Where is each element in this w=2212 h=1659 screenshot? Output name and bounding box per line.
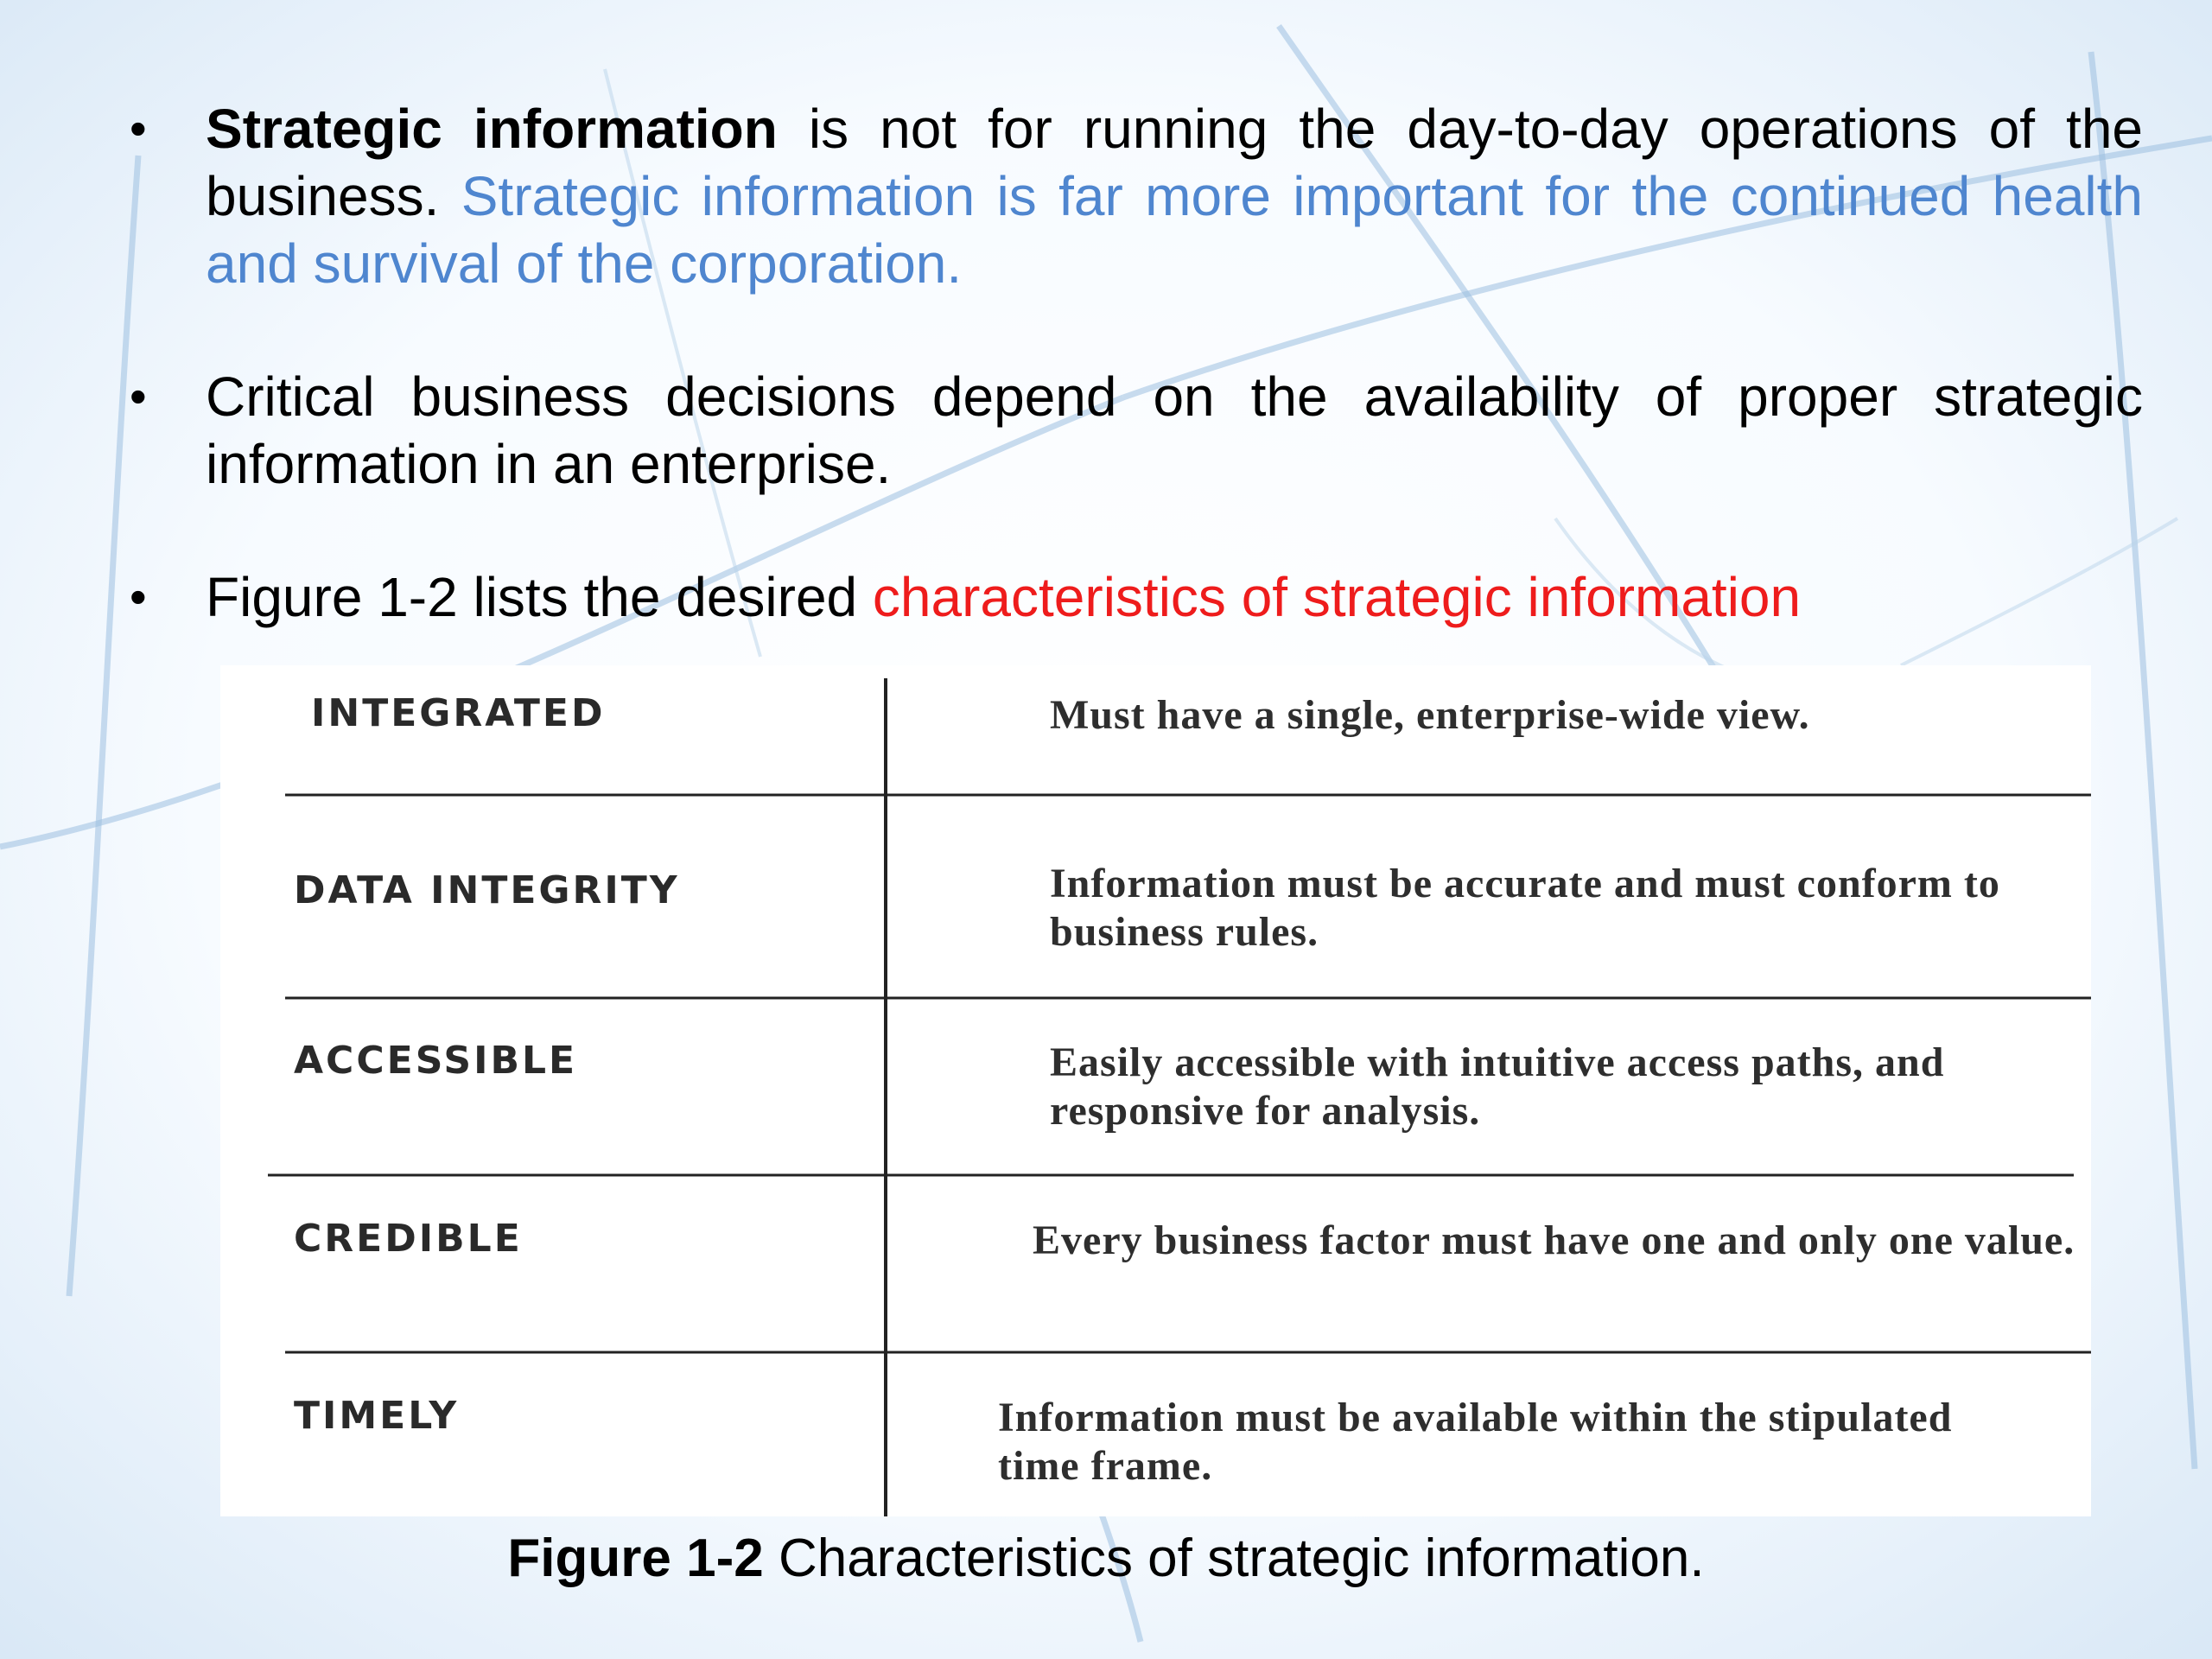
desc-timely: Information must be available within the stipulated time frame. bbox=[998, 1395, 1953, 1489]
figure-caption bbox=[0, 1528, 2212, 1589]
bullet-2-text: Critical business decisions depend on the availability of proper strategic information in an enterprise. bbox=[206, 365, 2143, 495]
desc-data-integrity: Information must be accurate and must conform to business rules. bbox=[1050, 861, 2000, 955]
term-credible: CREDIBLE bbox=[294, 1217, 523, 1261]
bullet-marker: • bbox=[130, 101, 147, 156]
bullet-3-highlight: characteristics of strategic information bbox=[872, 566, 1802, 628]
term-integrated: INTEGRATED bbox=[311, 691, 606, 735]
desc-integrated: Must have a single, enterprise-wide view. bbox=[1050, 692, 1810, 738]
characteristics-figure bbox=[220, 665, 2091, 1516]
bullet-strategic-information bbox=[130, 95, 2143, 297]
caption-label: Figure 1-2 bbox=[507, 1529, 764, 1588]
desc-accessible: Easily accessible with intuitive access paths, and responsive for analysis. bbox=[1050, 1039, 1945, 1134]
bullet-marker: • bbox=[130, 569, 147, 624]
bullet-list bbox=[130, 95, 2143, 631]
bullet-marker: • bbox=[130, 369, 147, 423]
term-data-integrity: DATA INTEGRITY bbox=[294, 868, 680, 912]
caption-text: Characteristics of strategic information. bbox=[763, 1529, 1705, 1588]
bullet-figure-reference bbox=[130, 563, 2143, 631]
bullet-3-text: Figure 1-2 lists the desired bbox=[206, 566, 873, 628]
desc-credible: Every business factor must have one and only one value. bbox=[1033, 1217, 2075, 1263]
term-timely: TIMELY bbox=[294, 1394, 460, 1438]
bullet-1-text: is not for running the day-to-day operations of the business. bbox=[206, 98, 2144, 227]
bullet-1-highlight: Strategic information is far more important for the continued health and survival of the corporation. bbox=[206, 165, 2144, 295]
bullet-critical-decisions bbox=[130, 363, 2143, 498]
term-accessible: ACCESSIBLE bbox=[294, 1039, 578, 1083]
bullet-1-bold-lead: Strategic information bbox=[206, 98, 778, 160]
